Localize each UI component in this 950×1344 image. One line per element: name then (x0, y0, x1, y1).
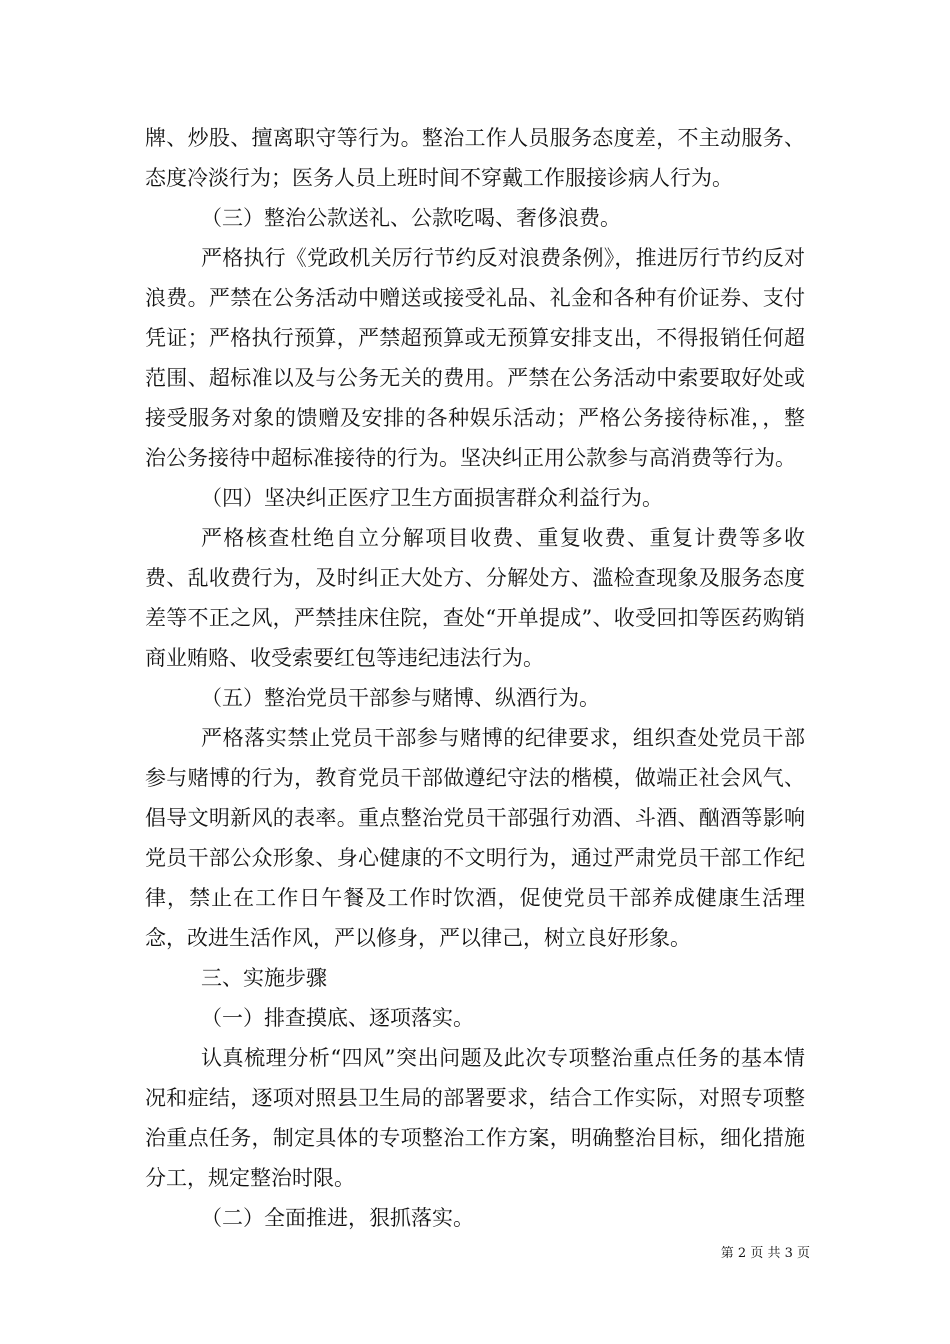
paragraph: 严格执行《党政机关厉行节约反对浪费条例》，推进厉行节约反对浪费。严禁在公务活动中赠送或接受礼品、礼金和各种有价证券、支付凭证；严格执行预算，严禁超预算或无预算安排支出，不得报销任何超范围、超标准以及与公务无关的费用。严禁在公务活动中索要取好处或接受服务对象的馈赠及安排的各种娱乐活动；严格公务接待标准，，整治公务接待中超标准接待的行为。坚决纠正用公款参与高消费等行为。 (145, 246, 805, 470)
chapter-heading: 三、实施步骤 (201, 966, 327, 990)
paragraph: 认真梳理分析“四风”突出问题及此次专项整治重点任务的基本情况和症结，逐项对照县卫生局的部署要求，结合工作实际，对照专项整治重点任务，制定具体的专项整治工作方案，明确整治目标，细化措施分工，规定整治时限。 (145, 1046, 805, 1190)
section-heading-3: （三）整治公款送礼、公款吃喝、奢侈浪费。 (201, 206, 621, 230)
section-heading-5: （五）整治党员干部参与赌博、纵酒行为。 (201, 686, 600, 710)
section-heading-1: （一）排查摸底、逐项落实。 (201, 1006, 474, 1030)
paragraph: 严格落实禁止党员干部参与赌博的纪律要求，组织查处党员干部参与赌博的行为，教育党员干部做遵纪守法的楷模，做端正社会风气、倡导文明新风的表率。重点整治党员干部强行劝酒、斗酒、酗酒等影响党员干部公众形象、身心健康的不文明行为，通过严肃党员干部工作纪律，禁止在工作日午餐及工作时饮酒，促使党员干部养成健康生活理念，改进生活作风，严以修身，严以律己，树立良好形象。 (145, 726, 805, 950)
page-number: 第 2 页 共 3 页 (720, 1246, 810, 1261)
section-heading-2: （二）全面推进，狠抓落实。 (201, 1206, 474, 1230)
paragraph: 严格核查杜绝自立分解项目收费、重复收费、重复计费等多收费、乱收费行为，及时纠正大处方、分解处方、滥检查现象及服务态度差等不正之风，严禁挂床住院，查处“开单提成”、收受回扣等医药购销商业贿赂、收受索要红包等违纪违法行为。 (145, 526, 805, 670)
document-page (145, 118, 805, 1238)
paragraph-continued: 牌、炒股、擅离职守等行为。整治工作人员服务态度差，不主动服务、态度冷淡行为；医务人员上班时间不穿戴工作服接诊病人行为。 (145, 126, 805, 190)
section-heading-4: （四）坚决纠正医疗卫生方面损害群众利益行为。 (201, 486, 663, 510)
